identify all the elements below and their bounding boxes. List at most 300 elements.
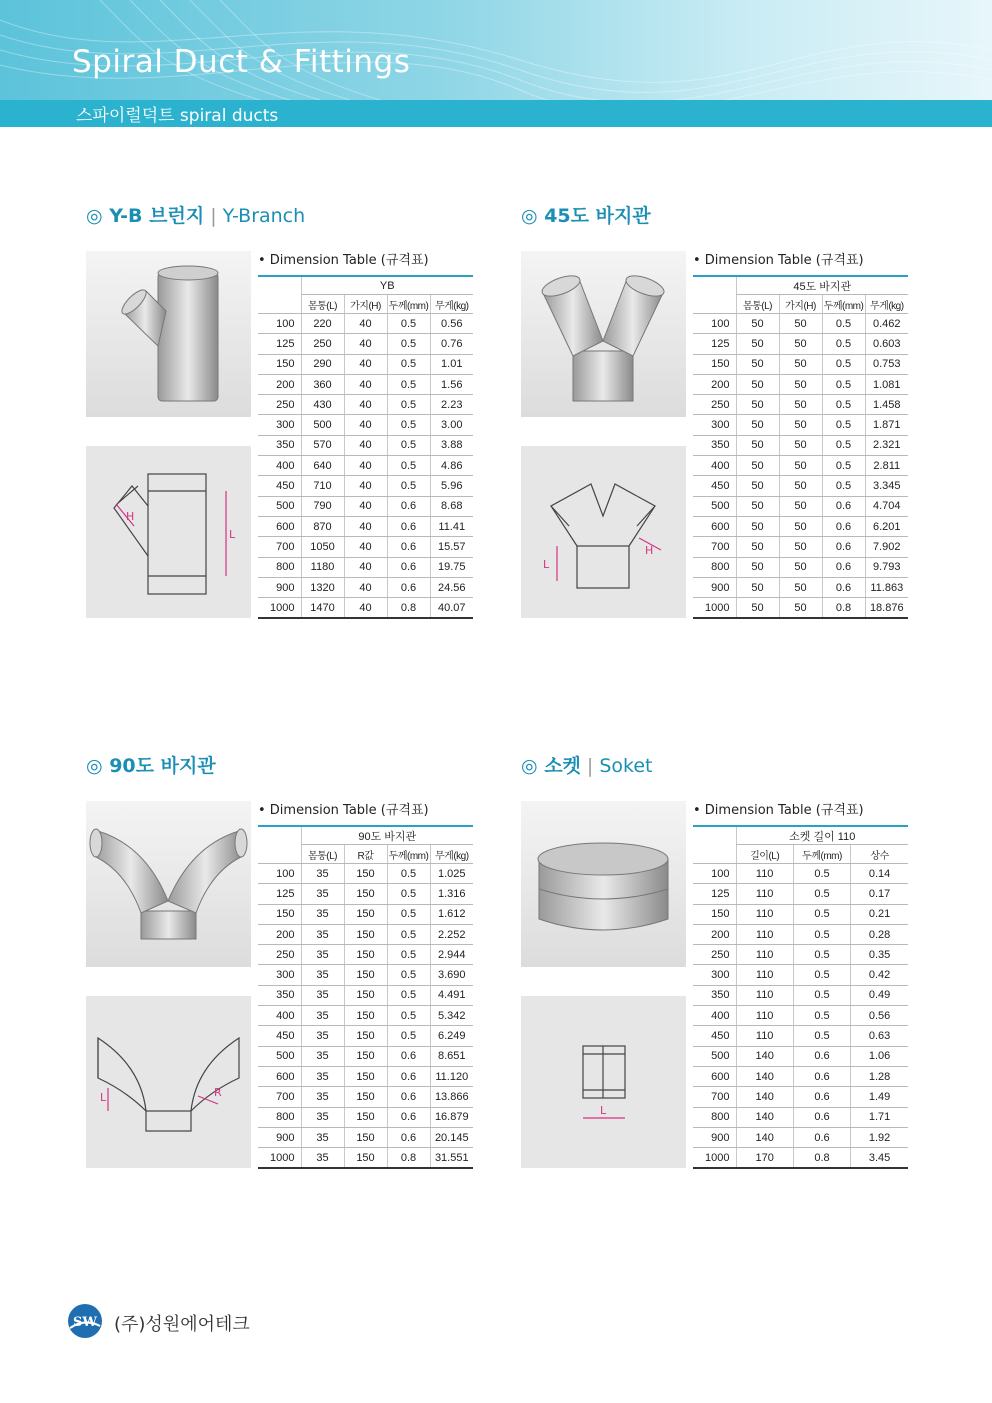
page-title: Spiral Duct & Fittings bbox=[72, 44, 411, 80]
table-cell: 3.88 bbox=[430, 435, 473, 455]
table-cell: 1050 bbox=[301, 537, 344, 557]
table-cell: 200 bbox=[693, 374, 736, 394]
table-cell: 0.5 bbox=[793, 985, 850, 1005]
table-row bbox=[693, 1127, 908, 1147]
table-cell: 0.6 bbox=[387, 577, 430, 597]
section-title-ko: ◎ Y-B 브런지 bbox=[86, 205, 205, 227]
table-row bbox=[693, 1087, 908, 1107]
table-cell: 3.00 bbox=[430, 415, 473, 435]
table-cell: 3.45 bbox=[851, 1148, 908, 1169]
table-cell: 600 bbox=[258, 1066, 301, 1086]
table-cell: 8.651 bbox=[430, 1046, 473, 1066]
table-row bbox=[258, 1127, 473, 1147]
table-cell: 0.5 bbox=[387, 314, 430, 334]
table-cell: 50 bbox=[779, 334, 822, 354]
table-cell: 1000 bbox=[258, 598, 301, 619]
table-cell: 0.603 bbox=[865, 334, 908, 354]
table-cell: 50 bbox=[779, 557, 822, 577]
table-cell: 0.5 bbox=[387, 904, 430, 924]
table-cell: 1.49 bbox=[851, 1087, 908, 1107]
table-cell: 1.458 bbox=[865, 395, 908, 415]
table-group-header-row bbox=[693, 826, 908, 845]
table-cell: 0.8 bbox=[387, 598, 430, 619]
table-cell: 800 bbox=[693, 1107, 736, 1127]
table-cell: 0.6 bbox=[387, 516, 430, 536]
table-cell: 110 bbox=[736, 904, 793, 924]
title-separator: | bbox=[586, 755, 594, 777]
table-cell: 0.753 bbox=[865, 354, 908, 374]
90-degree-drawing bbox=[86, 996, 251, 1168]
table-row bbox=[693, 516, 908, 536]
table-row bbox=[693, 395, 908, 415]
table-row bbox=[258, 334, 473, 354]
table-cell: 150 bbox=[344, 965, 387, 985]
table-cell: 1.01 bbox=[430, 354, 473, 374]
table-cell: 150 bbox=[344, 945, 387, 965]
table-cell: 50 bbox=[736, 354, 779, 374]
table-cell: 0.76 bbox=[430, 334, 473, 354]
table-cell: 40 bbox=[344, 537, 387, 557]
table-cell: 50 bbox=[736, 537, 779, 557]
table-row bbox=[693, 924, 908, 944]
table-cell: 0.6 bbox=[793, 1127, 850, 1147]
table-cell: 50 bbox=[736, 476, 779, 496]
table-cell: 50 bbox=[736, 374, 779, 394]
table-cell: 400 bbox=[693, 456, 736, 476]
table-cell: 35 bbox=[301, 1046, 344, 1066]
table-cell: 5.342 bbox=[430, 1006, 473, 1026]
table-cell: 150 bbox=[344, 1046, 387, 1066]
table-cell: 125 bbox=[693, 334, 736, 354]
table-cell: 110 bbox=[736, 965, 793, 985]
table-cell: 7.902 bbox=[865, 537, 908, 557]
table-cell: 50 bbox=[736, 314, 779, 334]
table-cell: 1000 bbox=[258, 1148, 301, 1169]
table-cell: 900 bbox=[258, 1127, 301, 1147]
table-row bbox=[693, 945, 908, 965]
table-cell: 35 bbox=[301, 904, 344, 924]
table-row bbox=[693, 314, 908, 334]
table-cell: 40 bbox=[344, 435, 387, 455]
table-cell: 150 bbox=[344, 884, 387, 904]
table-cell: 1.06 bbox=[851, 1046, 908, 1066]
table-cell: 0.6 bbox=[387, 496, 430, 516]
table-row bbox=[693, 1066, 908, 1086]
table-cell: 40 bbox=[344, 476, 387, 496]
table-cell: 0.6 bbox=[793, 1087, 850, 1107]
table-cell: 4.491 bbox=[430, 985, 473, 1005]
table-cell: 0.5 bbox=[387, 1006, 430, 1026]
table-cell: 570 bbox=[301, 435, 344, 455]
table-row bbox=[693, 965, 908, 985]
table-cell: 100 bbox=[693, 314, 736, 334]
table-cell: 0.5 bbox=[387, 985, 430, 1005]
table-cell: 40 bbox=[344, 598, 387, 619]
table-row bbox=[258, 557, 473, 577]
table-cell: 40.07 bbox=[430, 598, 473, 619]
table-cell: 300 bbox=[693, 415, 736, 435]
table-cell: 18.876 bbox=[865, 598, 908, 619]
45-degree-drawing bbox=[521, 446, 686, 618]
table-cell: 0.42 bbox=[851, 965, 908, 985]
table-cell: 35 bbox=[301, 965, 344, 985]
table-cell: 0.28 bbox=[851, 924, 908, 944]
table-cell: 13.866 bbox=[430, 1087, 473, 1107]
table-cell: 50 bbox=[779, 456, 822, 476]
table-cell: 11.120 bbox=[430, 1066, 473, 1086]
table-cell: 350 bbox=[693, 985, 736, 1005]
table-cell: 0.6 bbox=[822, 557, 865, 577]
table-cell: 1.612 bbox=[430, 904, 473, 924]
table-cell: 50 bbox=[736, 435, 779, 455]
table-cell: 200 bbox=[693, 924, 736, 944]
table-row bbox=[693, 1046, 908, 1066]
dimension-table-45-degree bbox=[693, 275, 908, 619]
table-row bbox=[693, 1148, 908, 1169]
table-group-header: 90도 바지관 bbox=[301, 826, 473, 845]
table-row bbox=[693, 985, 908, 1005]
table-cell: 400 bbox=[258, 1006, 301, 1026]
table-cell: 19.75 bbox=[430, 557, 473, 577]
table-row bbox=[258, 395, 473, 415]
table-cell: 600 bbox=[693, 516, 736, 536]
table-cell: 40 bbox=[344, 496, 387, 516]
table-cell: 0.5 bbox=[793, 864, 850, 884]
table-row bbox=[258, 476, 473, 496]
table-cell: 40 bbox=[344, 516, 387, 536]
table-cell: 710 bbox=[301, 476, 344, 496]
table-cell: 0.56 bbox=[851, 1006, 908, 1026]
table-row bbox=[258, 435, 473, 455]
table-row bbox=[693, 884, 908, 904]
table-cell: 350 bbox=[693, 435, 736, 455]
table-cell: 1.316 bbox=[430, 884, 473, 904]
table-cell: 250 bbox=[693, 395, 736, 415]
table-cell: 5.96 bbox=[430, 476, 473, 496]
table-cell: 2.811 bbox=[865, 456, 908, 476]
table-cell: 870 bbox=[301, 516, 344, 536]
table-cell: 35 bbox=[301, 1026, 344, 1046]
table-cell: 0.6 bbox=[822, 496, 865, 516]
table-cell: 1.28 bbox=[851, 1066, 908, 1086]
table-column-header: R값 bbox=[344, 845, 387, 864]
table-cell: 0.5 bbox=[822, 334, 865, 354]
table-cell: 0.6 bbox=[822, 537, 865, 557]
table-cell: 290 bbox=[301, 354, 344, 374]
table-cell: 0.49 bbox=[851, 985, 908, 1005]
section-title-ko: ◎ 소켓 bbox=[521, 755, 581, 777]
y-branch-drawing bbox=[86, 446, 251, 618]
table-cell: 0.6 bbox=[822, 516, 865, 536]
table-cell: 0.5 bbox=[793, 945, 850, 965]
section-title-45-degree bbox=[521, 201, 651, 228]
table-cell: 35 bbox=[301, 1066, 344, 1086]
table-row bbox=[258, 864, 473, 884]
table-cell: 1.56 bbox=[430, 374, 473, 394]
table-row bbox=[258, 1026, 473, 1046]
table-cell: 50 bbox=[736, 456, 779, 476]
table-cell: 500 bbox=[258, 1046, 301, 1066]
table-row bbox=[693, 334, 908, 354]
table-row bbox=[258, 496, 473, 516]
table-cell: 150 bbox=[258, 354, 301, 374]
table-cell: 50 bbox=[779, 516, 822, 536]
table-row bbox=[258, 1087, 473, 1107]
table-cell: 790 bbox=[301, 496, 344, 516]
90-degree-photo bbox=[86, 801, 251, 967]
table-cell: 2.252 bbox=[430, 924, 473, 944]
section-title-ko: ◎ 45도 바지관 bbox=[521, 205, 651, 227]
table-cell: 150 bbox=[344, 1087, 387, 1107]
table-cell: 50 bbox=[779, 314, 822, 334]
table-cell: 0.6 bbox=[387, 1127, 430, 1147]
table-cell: 50 bbox=[779, 435, 822, 455]
table-corner-cell bbox=[258, 276, 301, 314]
table-cell: 50 bbox=[779, 598, 822, 619]
table-cell: 250 bbox=[258, 945, 301, 965]
dimension-l-label: L bbox=[100, 1091, 107, 1104]
table-cell: 0.5 bbox=[822, 354, 865, 374]
table-cell: 0.5 bbox=[387, 884, 430, 904]
table-cell: 300 bbox=[258, 965, 301, 985]
table-row bbox=[693, 1026, 908, 1046]
table-column-header: 두께(mm) bbox=[387, 845, 430, 864]
socket-photo bbox=[521, 801, 686, 967]
table-cell: 0.5 bbox=[793, 884, 850, 904]
table-row bbox=[693, 598, 908, 619]
table-cell: 0.63 bbox=[851, 1026, 908, 1046]
table-row bbox=[258, 1046, 473, 1066]
table-cell: 0.5 bbox=[387, 374, 430, 394]
table-row bbox=[693, 435, 908, 455]
table-row bbox=[693, 537, 908, 557]
table-cell: 50 bbox=[736, 334, 779, 354]
table-cell: 500 bbox=[258, 496, 301, 516]
table-cell: 40 bbox=[344, 334, 387, 354]
table-cell: 1000 bbox=[693, 598, 736, 619]
table-cell: 150 bbox=[344, 1006, 387, 1026]
table-cell: 0.5 bbox=[387, 924, 430, 944]
table-cell: 0.5 bbox=[387, 435, 430, 455]
table-cell: 35 bbox=[301, 985, 344, 1005]
table-cell: 0.17 bbox=[851, 884, 908, 904]
table-cell: 500 bbox=[693, 496, 736, 516]
table-cell: 0.6 bbox=[387, 1066, 430, 1086]
table-cell: 50 bbox=[736, 395, 779, 415]
table-cell: 150 bbox=[344, 985, 387, 1005]
table-row bbox=[258, 924, 473, 944]
table-row bbox=[693, 577, 908, 597]
table-row bbox=[693, 374, 908, 394]
table-cell: 50 bbox=[736, 598, 779, 619]
table-cell: 450 bbox=[693, 1026, 736, 1046]
table-cell: 1470 bbox=[301, 598, 344, 619]
table-cell: 0.6 bbox=[387, 1087, 430, 1107]
table-cell: 450 bbox=[258, 476, 301, 496]
table-row bbox=[258, 945, 473, 965]
page-subtitle: 스파이럴덕트 spiral ducts bbox=[76, 106, 279, 126]
table-cell: 150 bbox=[344, 1026, 387, 1046]
table-cell: 450 bbox=[693, 476, 736, 496]
table-cell: 0.6 bbox=[793, 1066, 850, 1086]
table-cell: 1320 bbox=[301, 577, 344, 597]
table-cell: 11.863 bbox=[865, 577, 908, 597]
table-cell: 0.5 bbox=[822, 314, 865, 334]
table-row bbox=[693, 557, 908, 577]
section-title-ko: ◎ 90도 바지관 bbox=[86, 755, 216, 777]
table-row bbox=[258, 1148, 473, 1169]
table-row bbox=[693, 496, 908, 516]
table-cell: 0.5 bbox=[387, 395, 430, 415]
table-cell: 0.6 bbox=[822, 577, 865, 597]
table-cell: 0.35 bbox=[851, 945, 908, 965]
table-cell: 125 bbox=[258, 334, 301, 354]
table-cell: 640 bbox=[301, 456, 344, 476]
table-cell: 125 bbox=[258, 884, 301, 904]
title-separator: | bbox=[210, 205, 217, 227]
table-cell: 900 bbox=[693, 577, 736, 597]
section-title-en: Y-Branch bbox=[222, 205, 306, 227]
dimension-table-90-degree bbox=[258, 825, 473, 1169]
table-cell: 600 bbox=[693, 1066, 736, 1086]
table-cell: 0.5 bbox=[387, 864, 430, 884]
table-cell: 400 bbox=[258, 456, 301, 476]
table-cell: 35 bbox=[301, 924, 344, 944]
dimension-l-label: L bbox=[600, 1104, 607, 1117]
table-cell: 250 bbox=[258, 395, 301, 415]
table-cell: 110 bbox=[736, 884, 793, 904]
table-cell: 0.5 bbox=[822, 415, 865, 435]
table-group-header-row bbox=[693, 276, 908, 295]
table-cell: 800 bbox=[693, 557, 736, 577]
table-cell: 20.145 bbox=[430, 1127, 473, 1147]
table-group-header: YB bbox=[301, 276, 473, 295]
table-cell: 700 bbox=[258, 1087, 301, 1107]
table-cell: 0.5 bbox=[387, 354, 430, 374]
table-cell: 360 bbox=[301, 374, 344, 394]
table-cell: 40 bbox=[344, 557, 387, 577]
table-cell: 3.690 bbox=[430, 965, 473, 985]
table-cell: 16.879 bbox=[430, 1107, 473, 1127]
table-cell: 150 bbox=[258, 904, 301, 924]
table-cell: 0.5 bbox=[387, 945, 430, 965]
table-cell: 700 bbox=[693, 1087, 736, 1107]
table-cell: 110 bbox=[736, 1006, 793, 1026]
table-cell: 150 bbox=[344, 1107, 387, 1127]
table-cell: 100 bbox=[693, 864, 736, 884]
table-cell: 50 bbox=[779, 354, 822, 374]
table-cell: 15.57 bbox=[430, 537, 473, 557]
table-row bbox=[258, 537, 473, 557]
table-cell: 8.68 bbox=[430, 496, 473, 516]
dimension-l-label: L bbox=[229, 528, 236, 541]
table-cell: 0.5 bbox=[387, 1026, 430, 1046]
company-name: (주)성원에어테크 bbox=[114, 1314, 250, 1335]
table-cell: 0.462 bbox=[865, 314, 908, 334]
dimension-table-label: • Dimension Table (규격표) bbox=[693, 803, 864, 818]
table-column-header: 무게(kg) bbox=[430, 845, 473, 864]
table-cell: 0.6 bbox=[387, 1107, 430, 1127]
table-cell: 800 bbox=[258, 1107, 301, 1127]
table-row bbox=[693, 904, 908, 924]
y-branch-photo bbox=[86, 251, 251, 417]
table-cell: 110 bbox=[736, 924, 793, 944]
table-row bbox=[693, 864, 908, 884]
table-cell: 24.56 bbox=[430, 577, 473, 597]
table-cell: 150 bbox=[693, 354, 736, 374]
table-cell: 2.944 bbox=[430, 945, 473, 965]
table-cell: 900 bbox=[693, 1127, 736, 1147]
section-title-90-degree bbox=[86, 751, 216, 778]
table-row bbox=[258, 598, 473, 619]
table-cell: 220 bbox=[301, 314, 344, 334]
table-row bbox=[258, 577, 473, 597]
dimension-r-label: R bbox=[214, 1086, 222, 1099]
table-cell: 250 bbox=[301, 334, 344, 354]
table-cell: 140 bbox=[736, 1087, 793, 1107]
table-cell: 0.5 bbox=[387, 476, 430, 496]
table-cell: 0.5 bbox=[822, 435, 865, 455]
table-cell: 1.92 bbox=[851, 1127, 908, 1147]
table-column-header: 가지(H) bbox=[344, 295, 387, 314]
table-cell: 50 bbox=[736, 415, 779, 435]
table-cell: 0.6 bbox=[387, 537, 430, 557]
table-row bbox=[258, 965, 473, 985]
table-cell: 0.14 bbox=[851, 864, 908, 884]
table-row bbox=[258, 374, 473, 394]
dimension-table-label: • Dimension Table (규격표) bbox=[693, 253, 864, 268]
table-column-header: 두께(mm) bbox=[387, 295, 430, 314]
table-row bbox=[258, 415, 473, 435]
table-cell: 0.5 bbox=[387, 456, 430, 476]
table-cell: 700 bbox=[693, 537, 736, 557]
table-cell: 0.5 bbox=[387, 965, 430, 985]
table-cell: 250 bbox=[693, 945, 736, 965]
table-cell: 35 bbox=[301, 1148, 344, 1169]
table-cell: 900 bbox=[258, 577, 301, 597]
dimension-l-label: L bbox=[543, 558, 550, 571]
company-logo bbox=[66, 1302, 104, 1340]
table-cell: 35 bbox=[301, 1127, 344, 1147]
table-column-header: 두께(mm) bbox=[822, 295, 865, 314]
table-cell: 1000 bbox=[693, 1148, 736, 1169]
table-cell: 200 bbox=[258, 374, 301, 394]
table-cell: 350 bbox=[258, 435, 301, 455]
dimension-h-label: H bbox=[645, 544, 654, 557]
dimension-table-label: • Dimension Table (규격표) bbox=[258, 803, 429, 818]
table-cell: 0.8 bbox=[387, 1148, 430, 1169]
table-cell: 50 bbox=[779, 374, 822, 394]
table-cell: 40 bbox=[344, 577, 387, 597]
table-cell: 150 bbox=[344, 904, 387, 924]
section-title-socket bbox=[521, 751, 652, 778]
table-row bbox=[258, 516, 473, 536]
table-cell: 50 bbox=[779, 476, 822, 496]
table-cell: 500 bbox=[301, 415, 344, 435]
table-cell: 1.71 bbox=[851, 1107, 908, 1127]
table-cell: 600 bbox=[258, 516, 301, 536]
table-row bbox=[693, 1107, 908, 1127]
table-cell: 31.551 bbox=[430, 1148, 473, 1169]
table-cell: 2.23 bbox=[430, 395, 473, 415]
table-cell: 35 bbox=[301, 864, 344, 884]
table-group-header-row bbox=[258, 826, 473, 845]
table-cell: 50 bbox=[736, 577, 779, 597]
table-cell: 50 bbox=[779, 577, 822, 597]
table-cell: 150 bbox=[693, 904, 736, 924]
table-cell: 40 bbox=[344, 395, 387, 415]
table-cell: 40 bbox=[344, 415, 387, 435]
